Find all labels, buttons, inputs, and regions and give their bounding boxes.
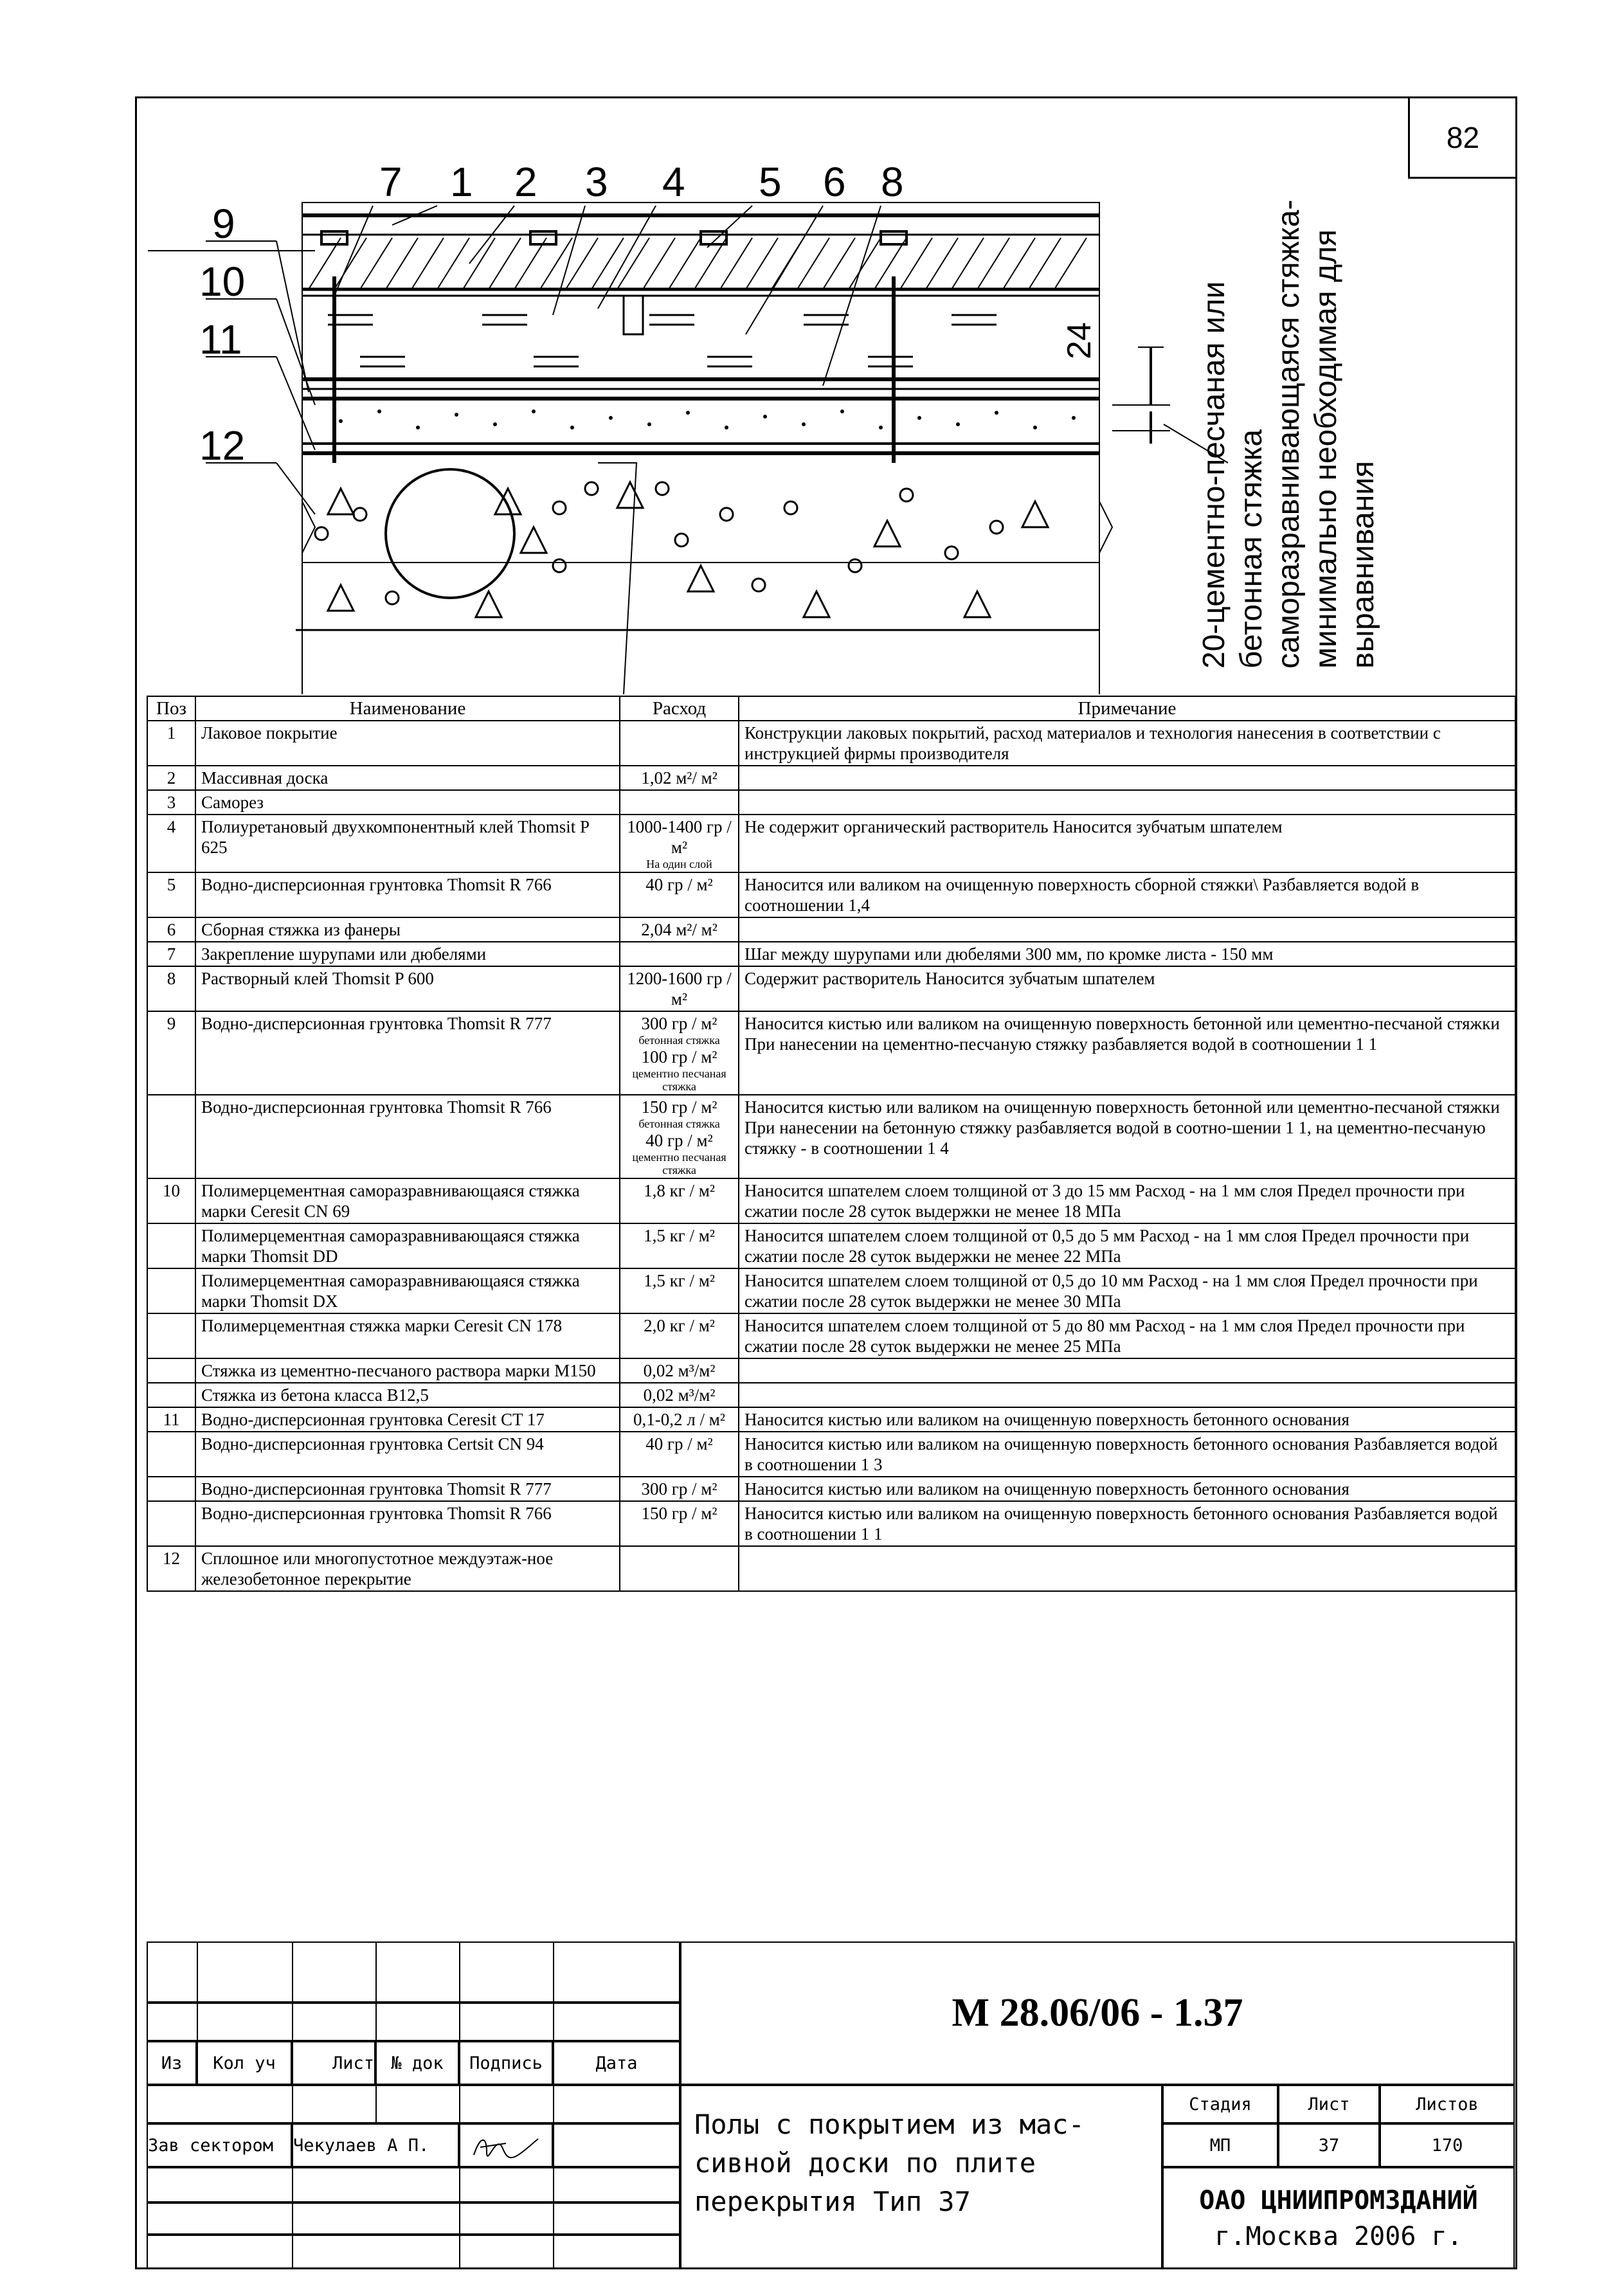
row-pos — [147, 766, 195, 790]
row-pos — [147, 1268, 195, 1313]
specification-table — [147, 696, 1516, 1592]
row-pos — [147, 1358, 195, 1383]
table-row — [147, 1501, 1515, 1546]
row-pos — [147, 1383, 195, 1407]
note-text: Наносится кистью или валиком на очищенную поверхность бетонного основания — [744, 1410, 1349, 1429]
row-note — [739, 872, 1515, 917]
consumption-note: бетонная стяжка — [638, 1117, 720, 1130]
row-note — [739, 1268, 1515, 1313]
row-pos — [147, 1546, 195, 1591]
name-text: Водно-дисперсионная грунтовка Thomsit R 766 — [201, 1504, 552, 1523]
callout-5: 5 — [759, 159, 782, 205]
pos-text: 4 — [167, 817, 176, 836]
row-name — [195, 1407, 620, 1432]
note-text: Конструкции лаковых покрытий, расход материалов и технология нанесения в соответствии с инструкцией фирмы производителя — [744, 723, 1441, 763]
consumption-text: 1200-1600 гр / м² — [627, 969, 732, 1009]
row-note — [739, 1546, 1515, 1591]
name-text: Массивная доска — [201, 768, 329, 788]
name-text: Лаковое покрытие — [201, 723, 338, 743]
table-row — [147, 942, 1515, 966]
stamp-col-sign: Подпись — [459, 2041, 553, 2085]
stage-label: Стадия — [1162, 2085, 1278, 2123]
pos-text: 7 — [167, 944, 176, 964]
consumption-text: 40 гр / м² — [645, 875, 713, 894]
row-name — [195, 1546, 620, 1591]
table-row — [147, 1268, 1515, 1313]
row-name — [195, 766, 620, 790]
consumption-text: 150 гр / м² — [641, 1097, 717, 1117]
callout-1: 1 — [450, 159, 473, 205]
row-note — [739, 815, 1515, 872]
pos-text: 9 — [167, 1014, 176, 1033]
callout-4: 4 — [662, 159, 685, 205]
row-pos — [147, 790, 195, 815]
name-text: Полимерцементная саморазравнивающаяся стяжка марки Thomsit DX — [201, 1271, 580, 1311]
table-row — [147, 815, 1515, 872]
row-consumption — [620, 966, 739, 1011]
page-number: 82 — [1408, 98, 1516, 179]
row-note — [739, 1095, 1515, 1178]
consumption-text: 0,02 м³/м² — [643, 1385, 716, 1405]
consumption-text: 1,8 кг / м² — [644, 1181, 715, 1200]
name-text: Водно-дисперсионная грунтовка Ceresit CT 17 — [201, 1410, 545, 1429]
row-note — [739, 790, 1515, 815]
name-text: Водно-дисперсионная грунтовка Certsit CN 94 — [201, 1434, 544, 1454]
pos-text: 11 — [163, 1410, 180, 1429]
row-consumption — [620, 1223, 739, 1268]
row-name — [195, 1313, 620, 1358]
consumption-text: 0,02 м³/м² — [643, 1361, 716, 1380]
name-text: Водно-дисперсионная грунтовка Thomsit R 766 — [201, 1097, 552, 1117]
name-text: Стяжка из цементно-песчаного раствора марки М150 — [201, 1361, 596, 1380]
note-text: Наносится или валиком на очищенную поверхность сборной стяжки\ Разбавляется водой в соотношении 1,4 — [744, 875, 1420, 915]
row-name — [195, 1432, 620, 1477]
row-pos — [147, 1223, 195, 1268]
stamp-col-iz: Из — [147, 2041, 197, 2085]
callout-7: 7 — [379, 159, 402, 205]
row-name — [195, 1383, 620, 1407]
consumption-text-2: 40 гр / м² — [645, 1131, 713, 1150]
sheets-label: Листов — [1380, 2085, 1515, 2123]
row-name — [195, 966, 620, 1011]
pos-text: 8 — [167, 969, 176, 988]
row-note — [739, 1383, 1515, 1407]
pos-text: 12 — [163, 1549, 180, 1568]
callout-6: 6 — [823, 159, 846, 205]
stamp-person: Чекулаев А П. — [292, 2123, 459, 2167]
row-consumption — [620, 721, 739, 766]
note-text: Шаг между шурупами или дюбелями 300 мм, по кромке листа - 150 мм — [744, 944, 1274, 964]
consumption-text: 40 гр / м² — [645, 1434, 713, 1454]
pos-text: 5 — [167, 875, 176, 894]
table-row — [147, 872, 1515, 917]
row-consumption — [620, 1358, 739, 1383]
note-text: Наносится кистью или валиком на очищенную поверхность бетонного основания — [744, 1479, 1349, 1499]
document-code: М 28.06/06 - 1.37 — [680, 1941, 1515, 2085]
row-name — [195, 1501, 620, 1546]
pos-text: 6 — [167, 920, 176, 939]
row-note — [739, 721, 1515, 766]
callout-8: 8 — [881, 159, 904, 205]
organization: ОАО ЦНИИПРОМЗДАНИЙ — [1199, 2185, 1478, 2215]
row-note — [739, 1501, 1515, 1546]
row-pos — [147, 966, 195, 1011]
table-row — [147, 1383, 1515, 1407]
table-row — [147, 1407, 1515, 1432]
row-name — [195, 790, 620, 815]
row-note — [739, 1223, 1515, 1268]
note-text: Наносится шпателем слоем толщиной от 0,5 до 10 мм Расход - на 1 мм слоя Предел прочности при сжатии после 28 суток выдержки не менее 30 МПа — [744, 1271, 1478, 1311]
row-consumption — [620, 1268, 739, 1313]
table-row — [147, 1432, 1515, 1477]
row-consumption — [620, 1383, 739, 1407]
sheet-label: Лист — [1278, 2085, 1380, 2123]
city-year: г.Москва 2006 г. — [1214, 2221, 1463, 2251]
name-text: Полимерцементная саморазравнивающаяся стяжка марки Thomsit DD — [201, 1226, 580, 1266]
stamp-role: Зав сектором — [147, 2123, 292, 2167]
row-consumption — [620, 790, 739, 815]
callout-11: 11 — [199, 316, 242, 363]
row-consumption — [620, 1432, 739, 1477]
name-text: Сплошное или многопустотное междуэтаж-ное железобетонное перекрытие — [201, 1549, 554, 1589]
name-text: Саморез — [201, 793, 264, 812]
consumption-text: 1,5 кг / м² — [644, 1271, 715, 1290]
row-pos — [147, 1313, 195, 1358]
note-text: Наносится шпателем слоем толщиной от 5 до 80 мм Расход - на 1 мм слоя Предел прочности при сжатии после 28 суток выдержки не менее 25 МПа — [744, 1316, 1465, 1356]
consumption-text: 150 гр / м² — [641, 1504, 717, 1523]
name-text: Полимерцементная стяжка марки Ceresit CN 178 — [201, 1316, 563, 1335]
row-consumption — [620, 1501, 739, 1546]
row-consumption — [620, 1477, 739, 1501]
row-name — [195, 721, 620, 766]
consumption-text: 1000-1400 гр / м² — [627, 817, 732, 857]
callout-2: 2 — [514, 159, 537, 205]
note-text: Содержит растворитель Наносится зубчатым шпателем — [744, 969, 1155, 988]
row-note — [739, 1477, 1515, 1501]
stage-value: МП — [1162, 2123, 1278, 2167]
pos-text: 1 — [167, 723, 176, 743]
row-name — [195, 1477, 620, 1501]
row-consumption — [620, 815, 739, 872]
name-text: Полиуретановый двухкомпонентный клей Thomsit P 625 — [201, 817, 590, 857]
name-text: Полимерцементная саморазравнивающаяся стяжка марки Ceresit CN 69 — [201, 1181, 580, 1221]
sheets-value: 170 — [1380, 2123, 1515, 2167]
table-row — [147, 1095, 1515, 1178]
header-note: Примечание — [739, 696, 1515, 721]
row-note — [739, 1358, 1515, 1383]
pos-text: 2 — [167, 768, 176, 788]
row-pos — [147, 721, 195, 766]
row-pos — [147, 1407, 195, 1432]
row-pos — [147, 815, 195, 872]
table-row — [147, 1546, 1515, 1591]
table-row — [147, 966, 1515, 1011]
title-block — [147, 1941, 1515, 2269]
consumption-text: 1,5 кг / м² — [644, 1226, 715, 1245]
table-row — [147, 1178, 1515, 1223]
pos-text: 3 — [167, 793, 176, 812]
consumption-text: 300 гр / м² — [641, 1014, 717, 1033]
row-pos — [147, 917, 195, 942]
consumption-text: 0,1-0,2 л / м² — [633, 1410, 725, 1429]
table-header-row — [147, 696, 1515, 721]
row-pos — [147, 1178, 195, 1223]
row-consumption — [620, 1178, 739, 1223]
table-row — [147, 1223, 1515, 1268]
callout-3: 3 — [585, 159, 608, 205]
drawing-title: Полы с покрытием из мас-сивной доски по плите перекрытия Тип 37 — [680, 2085, 1162, 2269]
consumption-text: 2,04 м²/ м² — [641, 920, 717, 939]
name-text: Водно-дисперсионная грунтовка Thomsit R 766 — [201, 875, 552, 894]
row-name — [195, 1358, 620, 1383]
row-pos — [147, 872, 195, 917]
row-pos — [147, 1432, 195, 1477]
stamp-col-date: Дата — [553, 2041, 680, 2085]
row-consumption — [620, 1313, 739, 1358]
table-row — [147, 1358, 1515, 1383]
table-row — [147, 790, 1515, 815]
row-pos — [147, 1501, 195, 1546]
row-note — [739, 1313, 1515, 1358]
header-name: Наименование — [195, 696, 620, 721]
row-name — [195, 815, 620, 872]
consumption-note: На один слой — [646, 858, 712, 870]
consumption-text: 300 гр / м² — [641, 1479, 717, 1499]
consumption-text: 1,02 м²/ м² — [641, 768, 717, 788]
table-row — [147, 917, 1515, 942]
floor-section-drawing — [148, 103, 1241, 694]
row-consumption — [620, 1546, 739, 1591]
row-name — [195, 1223, 620, 1268]
name-text: Водно-дисперсионная грунтовка Thomsit R 777 — [201, 1014, 552, 1033]
consumption-note-2: цементно песчаная стяжка — [632, 1151, 726, 1176]
callout-12: 12 — [199, 422, 246, 469]
row-consumption — [620, 942, 739, 966]
note-text: Наносится кистью или валиком на очищенную поверхность бетонной или цементно-песчаной стяжки При нанесении на бетонную стяжку разбавляется водой в соотно-шении 1 1, на цементно-песчаную стяжку - в соотношении 1 4 — [744, 1097, 1500, 1158]
callout-9: 9 — [212, 201, 235, 247]
row-consumption — [620, 1011, 739, 1095]
note-text: Наносится кистью или валиком на очищенную поверхность бетонного основания Разбавляется водой в соотношении 1 3 — [744, 1434, 1498, 1474]
header-consumption: Расход — [620, 696, 739, 721]
note-text: Не содержит органический растворитель Наносится зубчатым шпателем — [744, 817, 1283, 836]
dimension-24: 24 — [1060, 322, 1098, 359]
callout-10: 10 — [199, 258, 246, 305]
row-name — [195, 942, 620, 966]
row-note — [739, 1432, 1515, 1477]
name-text: Растворный клей Thomsit P 600 — [201, 969, 434, 988]
row-consumption — [620, 917, 739, 942]
table-row — [147, 766, 1515, 790]
row-note — [739, 1407, 1515, 1432]
note-text: Наносится кистью или валиком на очищенную поверхность бетонного основания Разбавляется водой в соотношении 1 1 — [744, 1504, 1498, 1544]
stamp-col-doc: № док — [375, 2041, 459, 2085]
consumption-note-2: цементно песчаная стяжка — [632, 1067, 726, 1093]
row-note — [739, 942, 1515, 966]
name-text: Водно-дисперсионная грунтовка Thomsit R 777 — [201, 1479, 552, 1499]
note-text: Наносится шпателем слоем толщиной от 3 до 15 мм Расход - на 1 мм слоя Предел прочности при сжатии после 28 суток выдержки не менее 18 МПа — [744, 1181, 1465, 1221]
row-note — [739, 1011, 1515, 1095]
consumption-text: 2,0 кг / м² — [644, 1316, 715, 1335]
row-consumption — [620, 766, 739, 790]
note-text: Наносится кистью или валиком на очищенную поверхность бетонной или цементно-песчаной стяжки При нанесении на цементно-песчаную стяжку разбавляется водой в соотношении 1 1 — [744, 1014, 1500, 1054]
name-text: Закрепление шурупами или дюбелями — [201, 944, 487, 964]
row-name — [195, 1095, 620, 1178]
table-row — [147, 721, 1515, 766]
row-pos — [147, 1011, 195, 1095]
sheet-value: 37 — [1278, 2123, 1380, 2167]
row-pos — [147, 942, 195, 966]
row-note — [739, 917, 1515, 942]
row-note — [739, 966, 1515, 1011]
row-consumption — [620, 872, 739, 917]
row-note — [739, 1178, 1515, 1223]
row-name — [195, 872, 620, 917]
row-note — [739, 766, 1515, 790]
row-consumption — [620, 1095, 739, 1178]
note-text: Наносится шпателем слоем толщиной от 0,5 до 5 мм Расход - на 1 мм слоя Предел прочности при сжатии после 28 суток выдержки не менее 22 МПа — [744, 1226, 1470, 1266]
stamp-col-kol: Кол уч — [197, 2041, 292, 2085]
vertical-note: 20-цементно-песчаная или бетонная стяжка саморазравнивающаяся стяжка-минимально необходимая для выравнивания — [1197, 199, 1380, 669]
row-name — [195, 1011, 620, 1095]
stamp-col-list: Лист — [292, 2041, 375, 2085]
consumption-note: бетонная стяжка — [638, 1034, 720, 1047]
name-text: Сборная стяжка из фанеры — [201, 920, 401, 939]
table-row — [147, 1477, 1515, 1501]
row-pos — [147, 1095, 195, 1178]
row-name — [195, 1268, 620, 1313]
signature — [459, 2123, 553, 2167]
row-name — [195, 1178, 620, 1223]
row-consumption — [620, 1407, 739, 1432]
table-row — [147, 1011, 1515, 1095]
pos-text: 10 — [163, 1181, 180, 1200]
header-pos: Поз — [147, 696, 195, 721]
table-row — [147, 1313, 1515, 1358]
consumption-text-2: 100 гр / м² — [641, 1047, 717, 1067]
row-name — [195, 917, 620, 942]
name-text: Стяжка из бетона класса В12,5 — [201, 1385, 429, 1405]
row-pos — [147, 1477, 195, 1501]
